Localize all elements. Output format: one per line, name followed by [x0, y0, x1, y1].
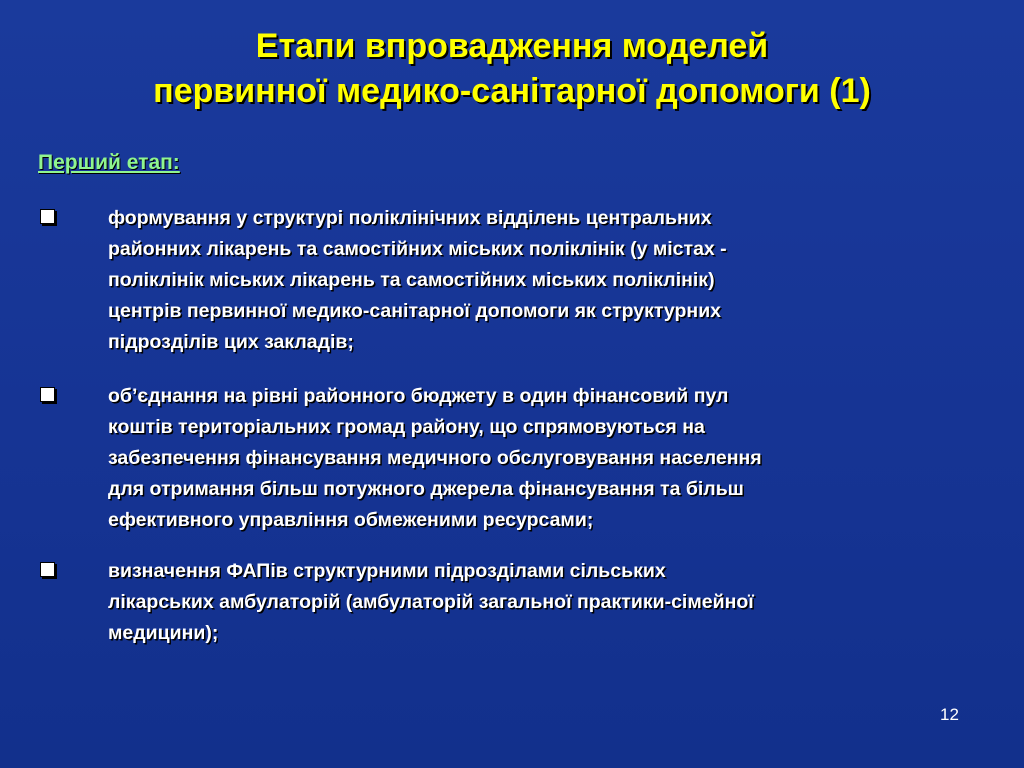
text-line: медицини);	[108, 622, 219, 644]
text-line: визначення ФАПів структурними підрозділами сільських	[108, 560, 666, 582]
page-number: 12	[940, 705, 959, 724]
text-line: підрозділів цих закладів;	[108, 331, 354, 353]
text-line: поліклінік міських лікарень та самостійних міських поліклінік)	[108, 269, 715, 291]
list-item-text	[108, 203, 988, 358]
list-item-text	[108, 556, 988, 649]
text-line: для отримання більш потужного джерела фінансування та більш	[108, 478, 744, 500]
text-line: центрів первинної медико-санітарної допомоги як структурних	[108, 300, 722, 322]
text-line: забезпечення фінансування медичного обслуговування населення	[108, 447, 762, 469]
checkbox-square-icon	[40, 562, 55, 577]
text-line: формування у структурі поліклінічних відділень центральних	[108, 207, 712, 229]
list-item-text	[108, 381, 988, 536]
slide-title-line-1: Етапи впровадження моделей	[255, 27, 769, 65]
text-line: районних лікарень та самостійних міських поліклінік (у містах -	[108, 238, 727, 260]
stage-label: Перший етап:	[38, 151, 180, 174]
text-line: лікарських амбулаторій (амбулаторій загальної практики-сімейної	[108, 591, 754, 613]
slide-title-line-2: первинної медико-санітарної допомоги (1)	[153, 72, 871, 110]
checkbox-square-icon	[40, 209, 55, 224]
checkbox-square-icon	[40, 387, 55, 402]
text-line: коштів територіальних громад району, що спрямовуються на	[108, 416, 705, 438]
text-line: ефективного управління обмеженими ресурсами;	[108, 509, 594, 531]
text-line: об’єднання на рівні районного бюджету в один фінансовий пул	[108, 385, 729, 407]
slide-title	[0, 24, 1024, 114]
